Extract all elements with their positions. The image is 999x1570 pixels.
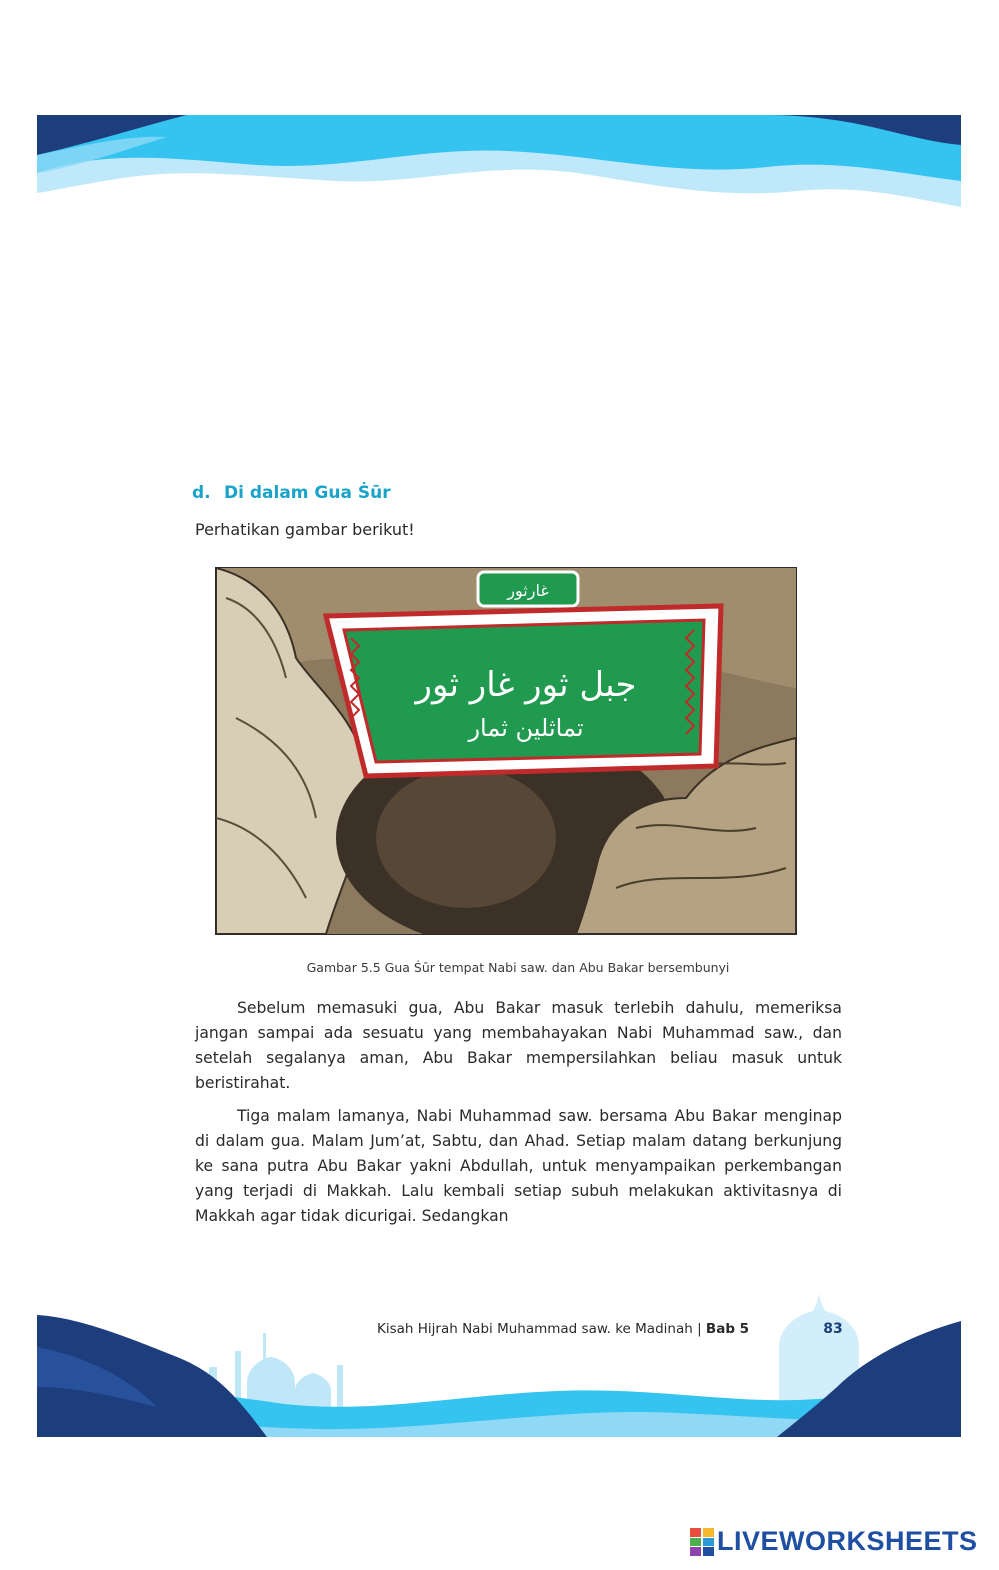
book-page — [37, 115, 961, 1437]
footer-separator: | — [692, 1321, 706, 1337]
figure-caption: Gambar 5.5 Gua Ṡūr tempat Nabi saw. dan Abu Bakar bersembunyi — [306, 960, 730, 975]
section-letter: d. — [192, 483, 211, 503]
sign-main-line1: جبل ثور غار ثور — [415, 665, 637, 705]
liveworksheets-logo-text: LIVEWORKSHEETS — [717, 1526, 978, 1556]
top-wave-decoration — [37, 115, 961, 225]
bottom-wave-decoration — [37, 1287, 961, 1437]
intro-text: Perhatikan gambar berikut! — [195, 520, 415, 539]
footer-book-title — [377, 1321, 749, 1337]
cave-illustration-icon — [216, 568, 796, 934]
paragraph-2: Tiga malam lamanya, Nabi Muhammad saw. bersama Abu Bakar menginap di dalam gua. Malam Jum’at, Sabtu, dan Ahad. Setiap malam datang berkunjung ke sana putra Abu Bakar yakni Abdullah, untuk menyampaikan perkembangan yang terjadi di Makkah. Lalu kembali setiap subuh melakukan aktivitasnya di Makkah agar tidak dicurigai. Sedangkan — [195, 1107, 842, 1225]
liveworksheets-logo[interactable] — [690, 1526, 978, 1557]
page-number: 83 — [823, 1321, 843, 1337]
sign-top-text: غارثور — [507, 581, 549, 600]
paragraph-1: Sebelum memasuki gua, Abu Bakar masuk terlebih dahulu, memeriksa jangan sampai ada sesuatu yang membahayakan Nabi Muhammad saw., dan setelah segalanya aman, Abu Bakar mempersilahkan beliau masuk untuk beristirahat. — [195, 999, 842, 1092]
cave-figure — [215, 567, 797, 935]
section-title: Di dalam Gua Ṡūr — [224, 483, 391, 503]
liveworksheets-logo-icon — [690, 1528, 714, 1556]
footer-chapter: Bab 5 — [705, 1321, 750, 1337]
footer-title-text: Kisah Hijrah Nabi Muhammad saw. ke Madinah — [377, 1321, 693, 1337]
sign-main-line2: تماثلين ثمار — [468, 714, 584, 742]
section-heading — [192, 483, 391, 503]
